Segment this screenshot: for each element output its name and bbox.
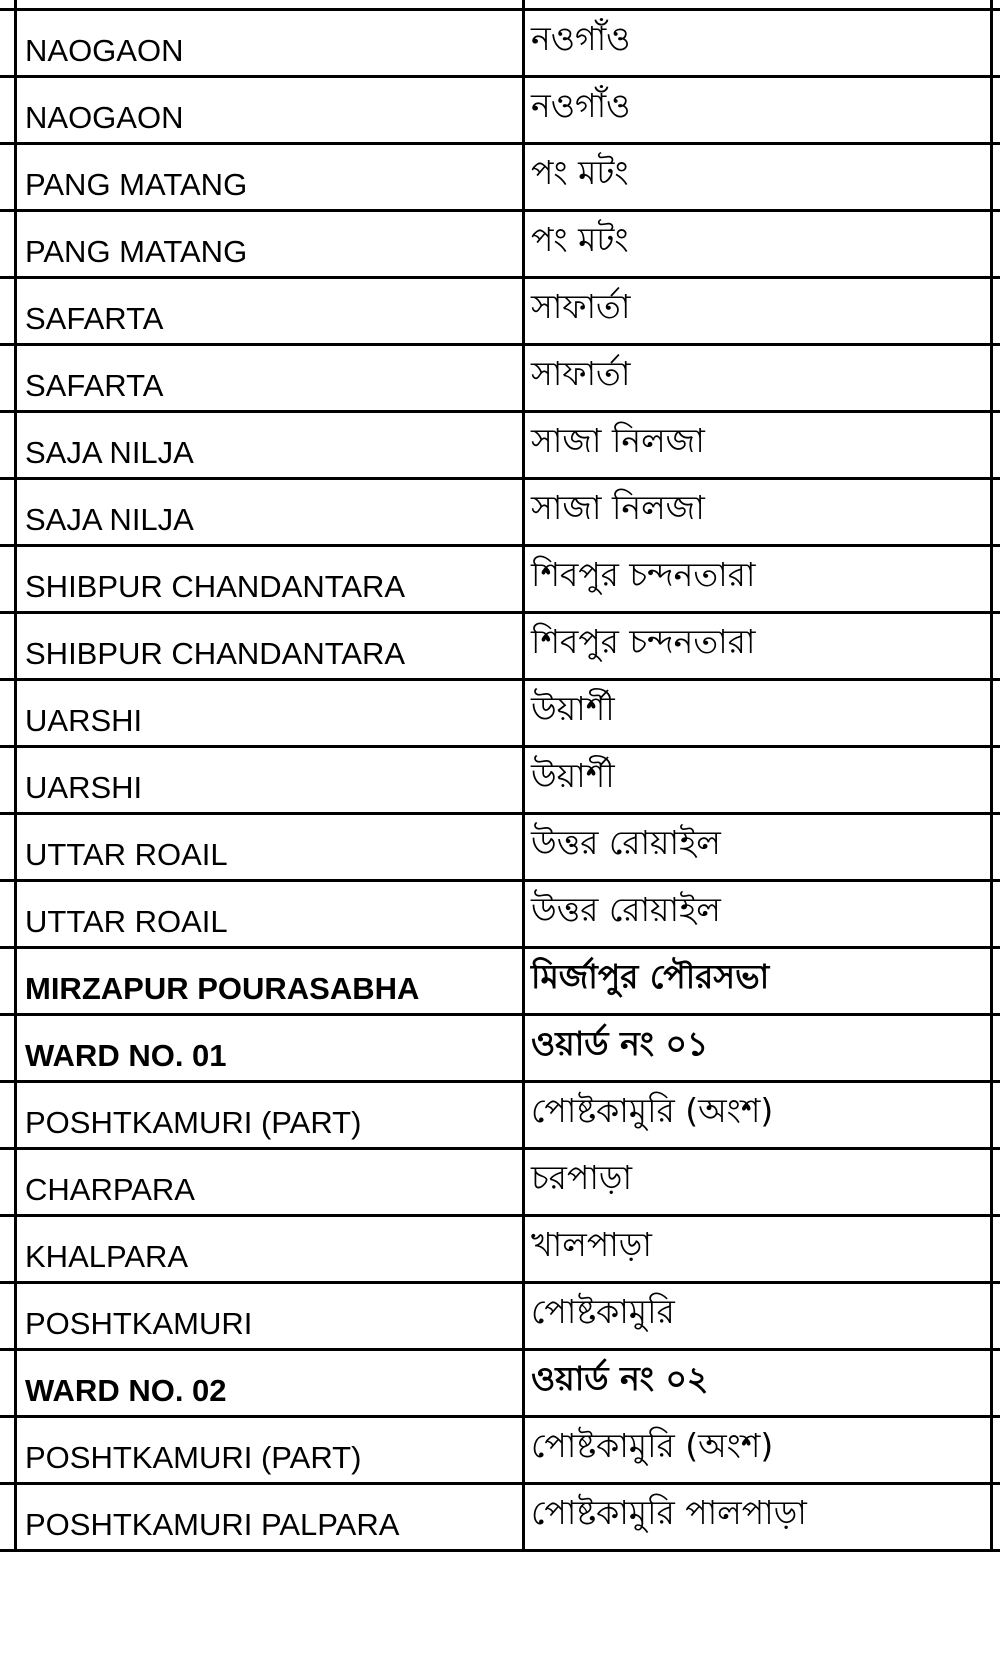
left-margin-cell [0,1149,16,1216]
bengali-name-cell [524,412,992,479]
left-margin-cell [0,10,16,77]
english-name: UTTAR ROAIL [25,904,228,939]
english-name-cell [16,1484,524,1551]
left-margin-cell [0,77,16,144]
bengali-name: ওয়ার্ড নং ০২ [531,1359,709,1398]
right-margin-cell [992,1015,1000,1082]
english-name: NAOGAON [25,33,184,68]
bengali-name: শিবপুর চন্দনতারা [531,555,756,594]
table-row [0,211,1000,278]
english-name: SAFARTA [25,368,164,403]
table-row [0,479,1000,546]
english-name-cell [16,278,524,345]
right-margin-cell [992,948,1000,1015]
english-name-cell [16,479,524,546]
left-margin-cell [0,278,16,345]
right-margin-cell [992,546,1000,613]
bengali-name-cell [524,546,992,613]
table-row [0,10,1000,77]
bengali-name-cell [524,479,992,546]
english-name: SAFARTA [25,301,164,336]
english-name-cell [16,1149,524,1216]
english-name-cell [16,345,524,412]
right-margin-cell [992,1149,1000,1216]
bengali-name: সাজা নিলজা [531,421,705,460]
right-margin-cell [992,1082,1000,1149]
table-row [0,747,1000,814]
english-name-cell [16,613,524,680]
bengali-name-cell [524,144,992,211]
english-name-cell [16,1082,524,1149]
bengali-name-cell [524,680,992,747]
table-row [0,412,1000,479]
table-row [0,345,1000,412]
bengali-name: পং মটং [531,153,629,192]
table-row [0,1082,1000,1149]
english-name-cell [16,144,524,211]
right-margin-cell [992,1484,1000,1551]
english-name: SAJA NILJA [25,435,194,470]
right-margin-cell [992,77,1000,144]
bengali-name: উয়ার্শী [531,756,615,795]
table-row [0,881,1000,948]
bengali-name: উত্তর রোয়াইল [531,823,721,862]
bengali-name: পোষ্টকামুরি (অংশ) [531,1426,774,1465]
english-column-strip [16,0,524,10]
right-margin-cell [992,412,1000,479]
bengali-name-cell [524,10,992,77]
english-name-cell [16,747,524,814]
english-name-cell [16,1216,524,1283]
left-margin-cell [0,1350,16,1417]
table-row [0,814,1000,881]
left-margin-cell [0,546,16,613]
bengali-name-cell [524,1484,992,1551]
english-name: UTTAR ROAIL [25,837,228,872]
bengali-name: পোষ্টকামুরি (অংশ) [531,1091,774,1130]
english-name: SAJA NILJA [25,502,194,537]
bengali-name: শিবপুর চন্দনতারা [531,622,756,661]
bengali-name-cell [524,747,992,814]
english-name: PANG MATANG [25,234,248,269]
english-name: POSHTKAMURI [25,1306,253,1341]
bengali-name: নওগাঁও [531,86,631,125]
english-name: CHARPARA [25,1172,195,1207]
english-name-cell [16,948,524,1015]
bengali-name-cell [524,1283,992,1350]
left-margin-cell [0,1082,16,1149]
table-row [0,1484,1000,1551]
bengali-name-cell [524,1350,992,1417]
left-margin-cell [0,948,16,1015]
left-margin-cell [0,1417,16,1484]
table-row [0,1149,1000,1216]
table-row [0,1015,1000,1082]
bengali-name-cell [524,1417,992,1484]
left-margin-cell [0,747,16,814]
english-name-cell [16,1015,524,1082]
english-name: POSHTKAMURI (PART) [25,1440,362,1475]
left-margin-cell [0,479,16,546]
bengali-name-cell [524,1015,992,1082]
english-name-cell [16,1417,524,1484]
left-margin-cell [0,144,16,211]
right-margin-cell [992,613,1000,680]
table-row [0,1216,1000,1283]
bengali-name-cell [524,948,992,1015]
bengali-name: সাফার্তা [531,354,631,393]
english-name: PANG MATANG [25,167,248,202]
bengali-name-cell [524,1082,992,1149]
right-margin-cell [992,144,1000,211]
right-margin-cell [992,814,1000,881]
bengali-name-cell [524,881,992,948]
bengali-name: ওয়ার্ড নং ০১ [531,1024,709,1063]
right-margin-cell [992,747,1000,814]
english-name: SHIBPUR CHANDANTARA [25,636,406,671]
bengali-name-cell [524,211,992,278]
english-name: POSHTKAMURI PALPARA [25,1507,400,1542]
table-row [0,1283,1000,1350]
left-margin-cell [0,881,16,948]
table-top-strip [0,0,1000,10]
table-row [0,77,1000,144]
table-row [0,613,1000,680]
right-margin-cell [992,10,1000,77]
bengali-name-cell [524,278,992,345]
right-margin-cell [992,680,1000,747]
english-name: KHALPARA [25,1239,189,1274]
left-margin-cell [0,1283,16,1350]
left-margin-cell [0,345,16,412]
bengali-name: পং মটং [531,220,629,259]
bengali-name: সাজা নিলজা [531,488,705,527]
left-margin-cell [0,1484,16,1551]
bengali-name: সাফার্তা [531,287,631,326]
english-name-cell [16,814,524,881]
left-margin-cell [0,1015,16,1082]
english-name: NAOGAON [25,100,184,135]
bengali-name-cell [524,613,992,680]
english-name: WARD NO. 02 [25,1373,227,1408]
left-margin-cell [0,1216,16,1283]
english-name-cell [16,546,524,613]
left-margin-cell [0,814,16,881]
right-margin-cell [992,1283,1000,1350]
bengali-column-strip [524,0,992,10]
bengali-name: পোষ্টকামুরি [531,1292,675,1331]
right-margin-cell [992,881,1000,948]
right-margin-cell [992,1216,1000,1283]
bengali-name-cell [524,1216,992,1283]
bengali-name-cell [524,814,992,881]
bengali-name: উয়ার্শী [531,689,615,728]
bengali-name: নওগাঁও [531,19,631,58]
bengali-name-cell [524,345,992,412]
english-name: WARD NO. 01 [25,1038,227,1073]
table-row [0,948,1000,1015]
left-margin-cell [0,412,16,479]
english-name-cell [16,1283,524,1350]
right-margin-cell [992,1417,1000,1484]
english-name-cell [16,10,524,77]
bengali-name: উত্তর রোয়াইল [531,890,721,929]
left-margin-cell [0,211,16,278]
english-name-cell [16,1350,524,1417]
english-name: MIRZAPUR POURASABHA [25,971,420,1006]
right-margin-cell [992,345,1000,412]
table-row [0,546,1000,613]
english-name: UARSHI [25,703,143,738]
table-row [0,1417,1000,1484]
table-row [0,278,1000,345]
left-margin-cell [0,680,16,747]
english-name: UARSHI [25,770,143,805]
right-margin-cell [992,278,1000,345]
bengali-name: মির্জাপুর পৌরসভা [531,957,770,996]
right-margin-cell [992,1350,1000,1417]
right-margin-cell [992,479,1000,546]
english-name: SHIBPUR CHANDANTARA [25,569,406,604]
english-name-cell [16,881,524,948]
english-name-cell [16,211,524,278]
table-row [0,680,1000,747]
english-name: POSHTKAMURI (PART) [25,1105,362,1140]
left-margin-cell [0,613,16,680]
table-row [0,1350,1000,1417]
right-margin-cell [992,211,1000,278]
english-name-cell [16,680,524,747]
english-name-cell [16,77,524,144]
left-margin-cell [0,0,16,10]
bengali-name: খালপাড়া [531,1225,652,1264]
english-name-cell [16,412,524,479]
bengali-name: চরপাড়া [531,1158,633,1197]
bengali-name-cell [524,77,992,144]
right-margin-cell [992,0,1000,10]
bengali-name-cell [524,1149,992,1216]
table-row [0,144,1000,211]
bengali-name: পোষ্টকামুরি পালপাড়া [531,1493,807,1532]
